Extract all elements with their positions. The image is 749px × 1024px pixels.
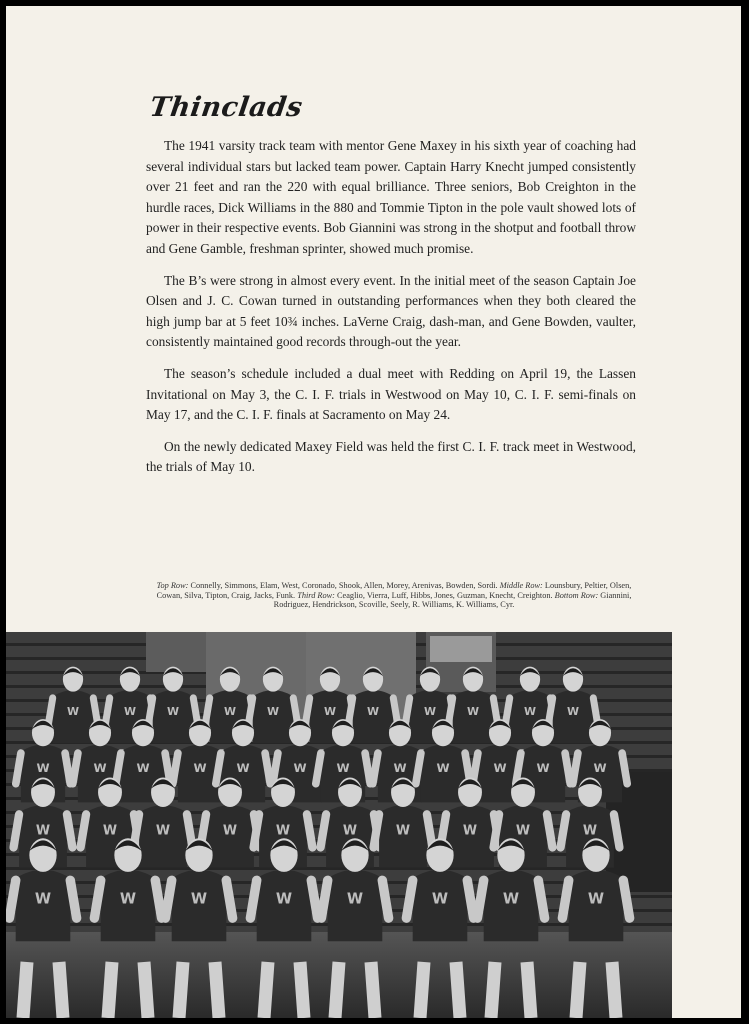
paragraph: The 1941 varsity track team with mentor Gene Maxey in his sixth year of coaching had several individual stars but lacked team power. Captain Harry Knecht jumped consistently over 21 feet and ran the 220 with equal brilliance. Three seniors, Bob Creighton in the hurdle races, Dick Williams in the 880 and Tommie Tipton in the pole vault showed lots of power in their respective events. Bob Giannini was strong in the shotput and football throw and Gene Gamble, freshman sprinter, showed much promise. [146, 138, 636, 256]
svg-text:W: W [346, 890, 364, 908]
svg-text:W: W [35, 823, 51, 839]
svg-text:W: W [222, 823, 238, 839]
svg-text:W: W [323, 705, 337, 719]
svg-text:W: W [582, 823, 598, 839]
svg-text:W: W [515, 823, 531, 839]
paragraph: On the newly dedicated Maxey Field was held the first C. I. F. track meet in Westwood, the trials of May 10. [146, 438, 636, 475]
paragraph: The B’s were strong in almost every event. In the initial meet of the season Captain Joe Olsen and J. C. Cowan turned in outstanding performances when they both cleared the high jump bar at 5 feet 10¾ inches. LaVerne Craig, dash-man, and Gene Bowden, vaulter, consistently maintained good records through-out the year. [146, 272, 636, 350]
caption-middle-names: Lounsbury, Peltier, Olsen, Cowan, Silva, Tipton, Craig, Jacks, Funk. [156, 581, 632, 600]
svg-text:W: W [493, 760, 507, 775]
svg-text:W: W [593, 760, 607, 775]
svg-text:W: W [93, 760, 107, 775]
caption-third-label: Third Row: [297, 590, 335, 600]
svg-text:W: W [502, 890, 520, 908]
svg-text:W: W [236, 760, 250, 775]
svg-text:W: W [155, 823, 171, 839]
svg-text:W: W [34, 890, 52, 908]
svg-text:W: W [423, 705, 437, 719]
svg-text:W: W [587, 890, 605, 908]
svg-text:W: W [431, 890, 449, 908]
svg-text:W: W [342, 823, 358, 839]
svg-text:W: W [36, 760, 50, 775]
svg-text:W: W [136, 760, 150, 775]
svg-text:W: W [566, 705, 580, 719]
svg-text:W: W [102, 823, 118, 839]
svg-text:W: W [395, 823, 411, 839]
svg-text:W: W [193, 760, 207, 775]
caption-top-label: Top Row: [156, 581, 189, 590]
caption-bottom-label: Bottom Row: [554, 590, 599, 600]
svg-text:W: W [190, 890, 208, 908]
svg-text:W: W [266, 705, 280, 719]
caption-third-names: Ceaglio, Vierra, Luff, Hibbs, Jones, Guzman, Knecht, Creighton. [337, 590, 553, 600]
paragraph: The season’s schedule included a dual meet with Redding on April 19, the Lassen Invitational on May 3, the C. I. F. trials in Westwood on May 10, C. I. F. semi-finals on May 17, and the C. I. F. finals at Sacramento on May 24. [146, 365, 636, 423]
svg-text:W: W [275, 823, 291, 839]
section-title: Thinclads [147, 92, 305, 123]
svg-text:W: W [466, 705, 480, 719]
svg-text:W: W [66, 705, 80, 719]
svg-text:W: W [366, 705, 380, 719]
svg-text:W: W [393, 760, 407, 775]
svg-text:W: W [223, 705, 237, 719]
svg-text:W: W [119, 890, 137, 908]
svg-text:W: W [293, 760, 307, 775]
svg-text:W: W [275, 890, 293, 908]
caption-middle-label: Middle Row: [499, 581, 543, 590]
yearbook-page [6, 6, 741, 1018]
article-body [146, 136, 636, 489]
svg-text:W: W [336, 760, 350, 775]
caption-bottom-names: Giannini, Rodriguez, Hendrickson, Scoville, Seely, R. Williams, K. Williams, Cyr. [273, 590, 632, 609]
svg-text:W: W [523, 705, 537, 719]
svg-text:W: W [536, 760, 550, 775]
caption-top-names: Connelly, Simmons, Elam, West, Coronado, Shook, Allen, Morey, Arenivas, Bowden, Sordi. [190, 581, 498, 590]
svg-text:W: W [123, 705, 137, 719]
team-photo-illustration [6, 632, 672, 1018]
svg-text:W: W [166, 705, 180, 719]
svg-text:W: W [436, 760, 450, 775]
svg-text:W: W [462, 823, 478, 839]
team-photo [6, 632, 672, 1018]
photo-caption [154, 581, 634, 610]
